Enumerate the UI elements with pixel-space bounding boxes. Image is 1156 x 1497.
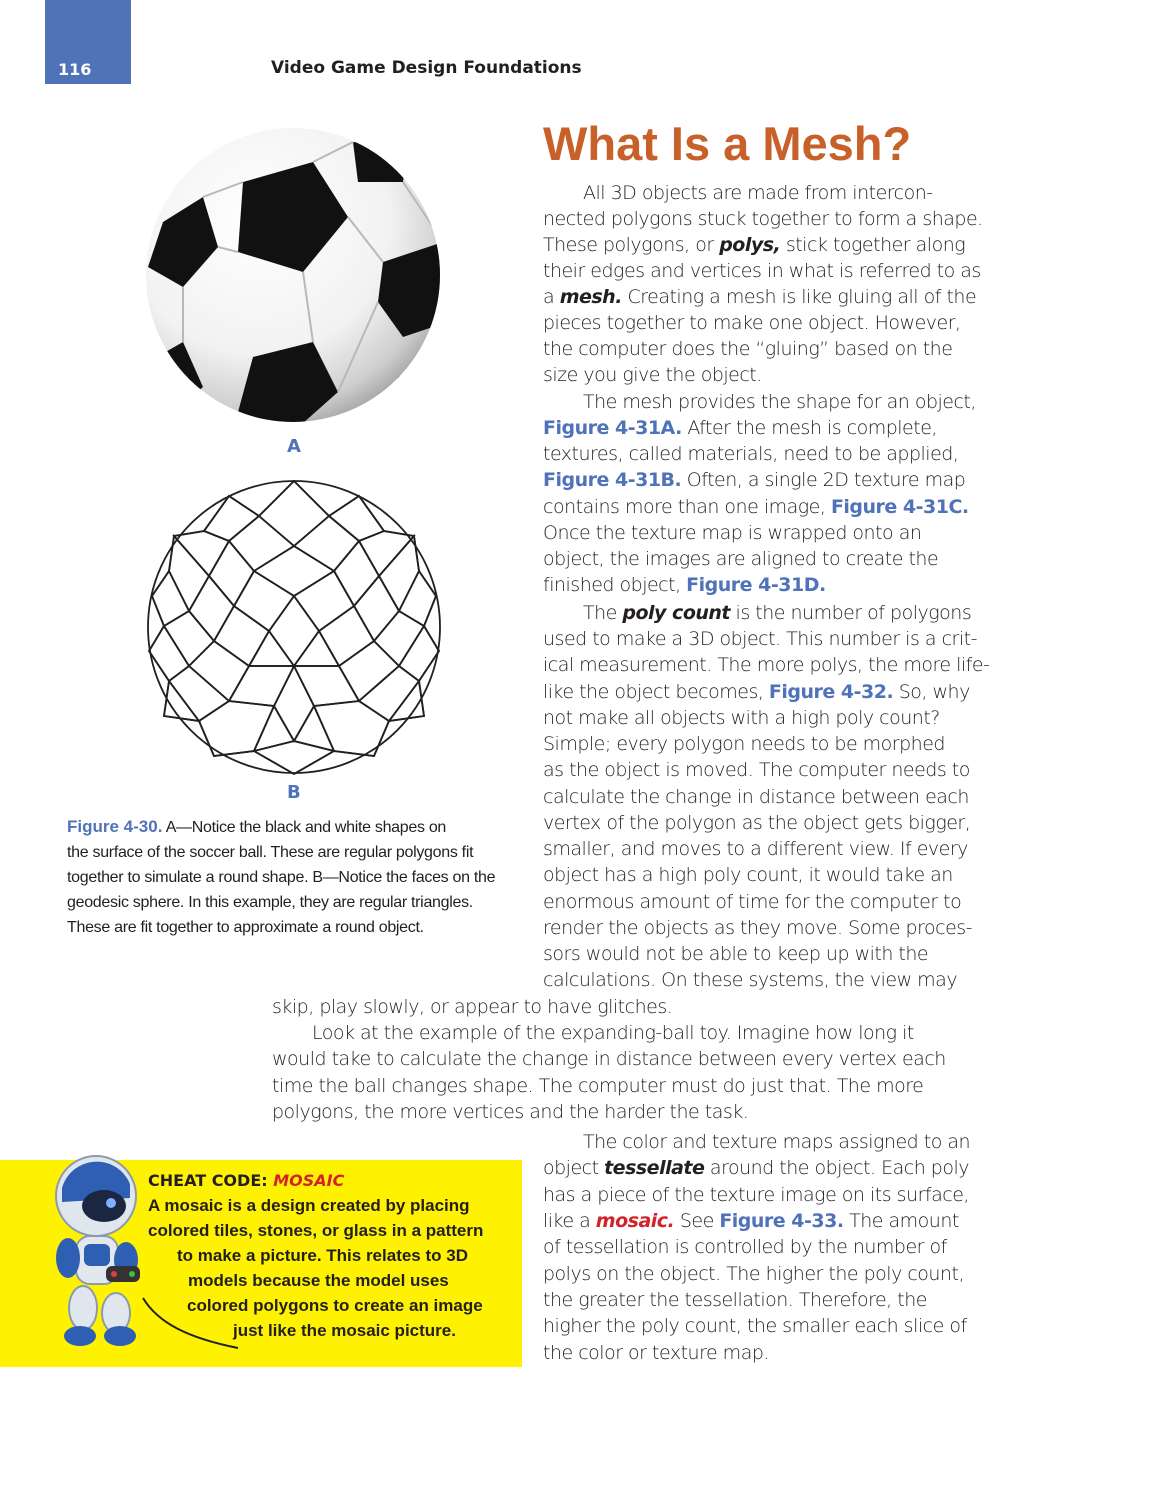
cheat-code-line: A mosaic is a design created by placing <box>148 1196 470 1215</box>
body-line: as the object is moved. The computer needs to <box>543 759 970 781</box>
body-line: object, the images are aligned to create the <box>543 548 939 570</box>
body-line: their edges and vertices in what is referred to as <box>543 260 981 282</box>
body-line: size you give the object. <box>543 364 762 386</box>
caption-line: the surface of the soccer ball. These are regular polygons fit <box>67 844 474 861</box>
body-line: nected polygons stuck together to form a shape. <box>543 208 983 230</box>
body-line: calculations. On these systems, the view may <box>543 969 958 991</box>
body-line: skip, play slowly, or appear to have glitches. <box>272 996 673 1018</box>
caption-line: geodesic sphere. In this example, they are regular triangles. <box>67 894 473 911</box>
term-poly-count: poly count <box>622 602 731 624</box>
figure-ref-4-31d: Figure 4-31D. <box>686 574 826 596</box>
body-line: would take to calculate the change in distance between every vertex each <box>272 1048 946 1070</box>
cheat-code-line: just like the mosaic picture. <box>233 1321 456 1340</box>
running-head: Video Game Design Foundations <box>271 58 582 78</box>
body-line: These polygons, or polys, stick together along <box>543 234 966 256</box>
body-line: polygons, the more vertices and the harder the task. <box>272 1101 749 1123</box>
term-mosaic: mosaic. <box>595 1210 675 1232</box>
figure-ref-4-32: Figure 4-32. <box>768 681 894 703</box>
body-line: like the object becomes, Figure 4-32. So, why <box>543 681 970 703</box>
body-line: Simple; every polygon needs to be morphed <box>543 733 945 755</box>
figure-label-b: B <box>287 782 301 803</box>
term-tessellate: tessellate <box>604 1157 705 1179</box>
body-line: The poly count is the number of polygons <box>583 602 972 624</box>
body-line: All 3D objects are made from intercon- <box>583 182 933 204</box>
figure-ref-4-33: Figure 4-33. <box>719 1210 844 1232</box>
body-line: object tessellate around the object. Each poly <box>543 1157 970 1179</box>
body-line: the computer does the “gluing” based on the <box>543 338 953 360</box>
figure-ref-4-31c: Figure 4-31C. <box>830 496 969 518</box>
term-mesh: mesh. <box>559 286 622 308</box>
body-line: Look at the example of the expanding-ball toy. Imagine how long it <box>312 1022 914 1044</box>
body-line: Figure 4-31B. Often, a single 2D texture map <box>543 469 966 491</box>
page-number: 116 <box>58 60 92 79</box>
body-line: contains more than one image, Figure 4-31C. <box>543 496 969 518</box>
body-line: object has a high poly count, it would take an <box>543 864 953 886</box>
figure-label-a: A <box>287 436 301 457</box>
soccer-ball-image <box>143 122 443 428</box>
body-line: polys on the object. The higher the poly count, <box>543 1263 964 1285</box>
body-line: not make all objects with a high poly count? <box>543 707 940 729</box>
figure-ref-4-31b: Figure 4-31B. <box>543 469 682 491</box>
body-line: like a mosaic. See Figure 4-33. The amount <box>543 1210 959 1232</box>
figure-ref-4-31a: Figure 4-31A. <box>543 417 682 439</box>
geodesic-sphere-image <box>144 476 444 778</box>
body-line: the color or texture map. <box>543 1342 769 1364</box>
cheat-code-heading: CHEAT CODE: MOSAIC <box>148 1171 345 1190</box>
body-line: render the objects as they move. Some proces- <box>543 917 973 939</box>
figure-caption <box>67 814 522 940</box>
body-line: has a piece of the texture image on its surface, <box>543 1184 969 1206</box>
body-line: sors would not be able to keep up with the <box>543 943 929 965</box>
body-line: The mesh provides the shape for an object, <box>583 391 976 413</box>
body-line: textures, called materials, need to be applied, <box>543 443 959 465</box>
cheat-code-line: models because the model uses <box>188 1271 449 1290</box>
body-line: pieces together to make one object. However, <box>543 312 961 334</box>
body-line: time the ball changes shape. The computer must do just that. The more <box>272 1075 924 1097</box>
caption-line: A—Notice the black and white shapes on <box>165 819 447 836</box>
cheat-code-term: MOSAIC <box>273 1171 345 1190</box>
term-polys: polys, <box>719 234 781 256</box>
body-line: used to make a 3D object. This number is a crit- <box>543 628 977 650</box>
body-line: the greater the tessellation. Therefore, the <box>543 1289 927 1311</box>
cheat-code-line: colored polygons to create an image <box>187 1296 483 1315</box>
body-line: Once the texture map is wrapped onto an <box>543 522 922 544</box>
body-line: enormous amount of time for the computer to <box>543 891 962 913</box>
body-line: The color and texture maps assigned to an <box>583 1131 971 1153</box>
body-line: a mesh. Creating a mesh is like gluing all of the <box>543 286 977 308</box>
caption-line: together to simulate a round shape. B—Notice the faces on the <box>67 869 496 886</box>
cheat-code-line: colored tiles, stones, or glass in a pattern <box>148 1221 484 1240</box>
body-line: finished object, Figure 4-31D. <box>543 574 826 596</box>
body-line: vertex of the polygon as the object gets bigger, <box>543 812 971 834</box>
page-title: What Is a Mesh? <box>543 117 912 170</box>
caption-line: These are fit together to approximate a round object. <box>67 919 424 936</box>
body-line: higher the poly count, the smaller each slice of <box>543 1315 967 1337</box>
body-line: ical measurement. The more polys, the more life- <box>543 654 990 676</box>
caption-label: Figure 4-30. <box>67 817 163 836</box>
body-line: calculate the change in distance between each <box>543 786 969 808</box>
body-line: Figure 4-31A. After the mesh is complete, <box>543 417 937 439</box>
cheat-code-line: to make a picture. This relates to 3D <box>177 1246 468 1265</box>
body-line: of tessellation is controlled by the number of <box>543 1236 947 1258</box>
body-line: smaller, and moves to a different view. If every <box>543 838 968 860</box>
